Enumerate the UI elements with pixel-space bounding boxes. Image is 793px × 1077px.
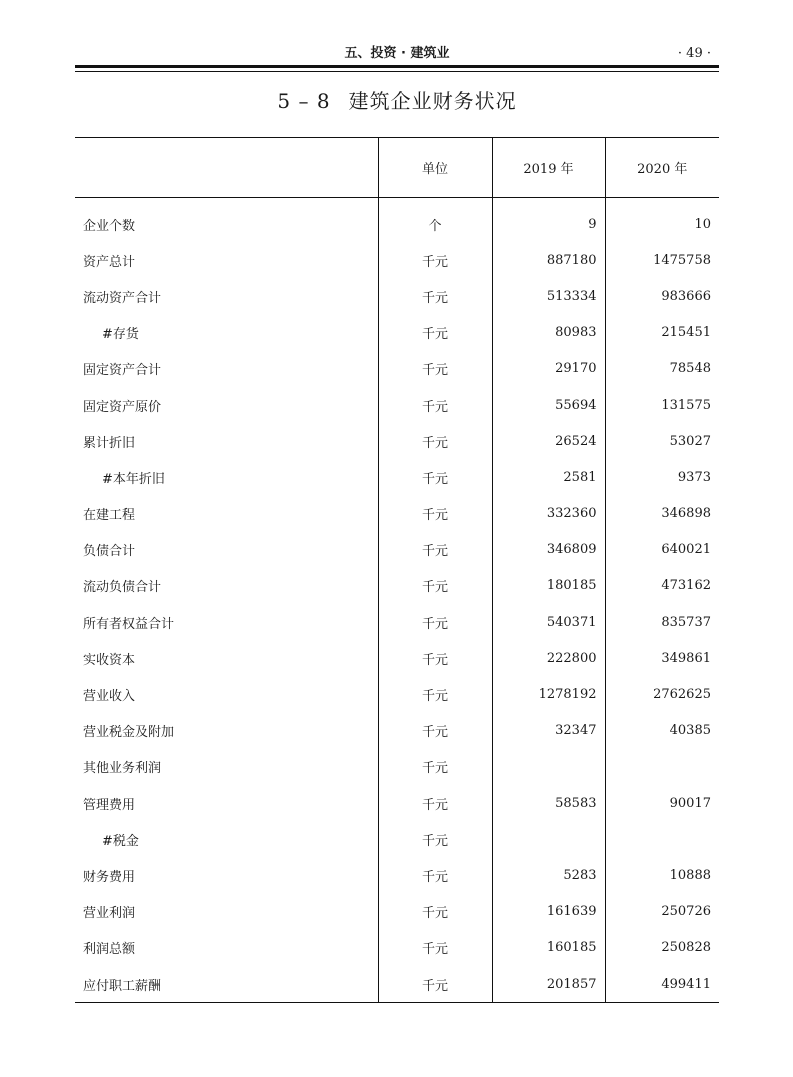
- row-label: 在建工程: [83, 508, 136, 524]
- row-value-2019: 1278192: [492, 676, 605, 712]
- table-row: [75, 351, 719, 387]
- table-row: [75, 713, 719, 749]
- table-header-row: [75, 138, 719, 198]
- row-label: 固定资产原价: [83, 399, 162, 415]
- row-value-2019: 222800: [492, 640, 605, 676]
- row-label: 固定资产合计: [83, 363, 162, 379]
- row-label: 流动负债合计: [83, 580, 162, 596]
- page-number: · 49 ·: [677, 46, 711, 61]
- row-unit: 千元: [378, 423, 492, 459]
- row-label: 实收资本: [83, 652, 136, 668]
- row-value-2020: 250726: [605, 894, 719, 930]
- row-value-2020: [605, 821, 719, 857]
- row-unit: 千元: [378, 894, 492, 930]
- row-unit: 千元: [378, 351, 492, 387]
- header-cell-2020: 2020 年: [605, 138, 719, 198]
- row-unit: 千元: [378, 496, 492, 532]
- header-cell-unit: 单位: [378, 138, 492, 198]
- row-label: 负债合计: [83, 544, 136, 560]
- table-row: [75, 749, 719, 785]
- row-value-2019: 9: [492, 198, 605, 243]
- row-label: 利润总额: [83, 942, 136, 958]
- row-label: #存货: [102, 327, 139, 343]
- row-label: 累计折旧: [83, 435, 136, 451]
- row-label: 应付职工薪酬: [83, 978, 162, 994]
- row-unit: 千元: [378, 278, 492, 314]
- row-unit: 千元: [378, 857, 492, 893]
- row-value-2020: 78548: [605, 351, 719, 387]
- row-label: 管理费用: [83, 797, 136, 813]
- table-title: [75, 86, 719, 116]
- row-value-2019: 160185: [492, 930, 605, 966]
- table-row: [75, 640, 719, 676]
- row-unit: 千元: [378, 930, 492, 966]
- row-unit: 千元: [378, 785, 492, 821]
- row-value-2019: [492, 749, 605, 785]
- row-value-2020: 131575: [605, 387, 719, 423]
- header-section-title: 五、投资 · 建筑业: [344, 46, 450, 61]
- row-value-2020: 90017: [605, 785, 719, 821]
- row-value-2020: 2762625: [605, 676, 719, 712]
- row-label: #税金: [102, 833, 139, 849]
- row-unit: 千元: [378, 532, 492, 568]
- row-value-2019: 32347: [492, 713, 605, 749]
- row-value-2019: 26524: [492, 423, 605, 459]
- row-label: 所有者权益合计: [83, 616, 175, 632]
- row-value-2019: 332360: [492, 496, 605, 532]
- row-label: 营业收入: [83, 689, 136, 705]
- row-value-2020: 835737: [605, 604, 719, 640]
- row-value-2020: 215451: [605, 315, 719, 351]
- table-row: [75, 966, 719, 1003]
- row-unit: 千元: [378, 966, 492, 1003]
- table-row: [75, 676, 719, 712]
- table-row: [75, 785, 719, 821]
- row-value-2019: 2581: [492, 459, 605, 495]
- table-row: [75, 459, 719, 495]
- table-row: [75, 496, 719, 532]
- table-row: [75, 242, 719, 278]
- row-value-2019: 346809: [492, 532, 605, 568]
- row-unit: 千元: [378, 821, 492, 857]
- row-value-2020: 640021: [605, 532, 719, 568]
- row-unit: 千元: [378, 604, 492, 640]
- row-value-2020: 10888: [605, 857, 719, 893]
- row-value-2019: 5283: [492, 857, 605, 893]
- row-value-2020: 349861: [605, 640, 719, 676]
- row-unit: 千元: [378, 749, 492, 785]
- row-unit: 千元: [378, 676, 492, 712]
- row-value-2019: 513334: [492, 278, 605, 314]
- row-value-2019: 201857: [492, 966, 605, 1003]
- row-label: 资产总计: [83, 254, 136, 270]
- row-unit: 千元: [378, 640, 492, 676]
- table-row: [75, 278, 719, 314]
- row-value-2020: 473162: [605, 568, 719, 604]
- table-row: [75, 930, 719, 966]
- header-rule-thick: [75, 65, 719, 68]
- row-label: 财务费用: [83, 869, 136, 885]
- row-unit: 千元: [378, 713, 492, 749]
- row-unit: 千元: [378, 459, 492, 495]
- row-unit: 千元: [378, 387, 492, 423]
- table-number: 5 – 8: [277, 89, 331, 113]
- row-value-2020: 53027: [605, 423, 719, 459]
- row-value-2019: 887180: [492, 242, 605, 278]
- table-body: [75, 198, 719, 1003]
- row-label: 营业税金及附加: [83, 725, 175, 741]
- row-value-2019: 540371: [492, 604, 605, 640]
- row-value-2020: 10: [605, 198, 719, 243]
- row-value-2019: 55694: [492, 387, 605, 423]
- row-unit: 千元: [378, 242, 492, 278]
- row-label: 其他业务利润: [83, 761, 162, 777]
- row-label: 流动资产合计: [83, 290, 162, 306]
- table-row: [75, 568, 719, 604]
- row-value-2020: 983666: [605, 278, 719, 314]
- row-label: 企业个数: [83, 218, 136, 234]
- row-unit: 个: [378, 198, 492, 243]
- table-title-text: 建筑企业财务状况: [348, 89, 517, 113]
- row-value-2020: 40385: [605, 713, 719, 749]
- row-value-2019: 161639: [492, 894, 605, 930]
- row-value-2020: 346898: [605, 496, 719, 532]
- header-cell-2019: 2019 年: [492, 138, 605, 198]
- table-row: [75, 604, 719, 640]
- table-row: [75, 198, 719, 243]
- row-value-2019: [492, 821, 605, 857]
- row-value-2020: 499411: [605, 966, 719, 1003]
- header-cell-item: [75, 138, 378, 198]
- row-value-2019: 29170: [492, 351, 605, 387]
- row-value-2020: 250828: [605, 930, 719, 966]
- row-value-2019: 180185: [492, 568, 605, 604]
- row-value-2019: 58583: [492, 785, 605, 821]
- table-row: [75, 423, 719, 459]
- row-value-2020: [605, 749, 719, 785]
- table-row: [75, 857, 719, 893]
- running-header: [75, 44, 719, 64]
- row-value-2020: 1475758: [605, 242, 719, 278]
- table-row: [75, 315, 719, 351]
- financial-table: [75, 137, 719, 1003]
- row-label: #本年折旧: [102, 471, 165, 487]
- table-row: [75, 532, 719, 568]
- row-value-2020: 9373: [605, 459, 719, 495]
- header-rule-thin: [75, 71, 719, 72]
- row-unit: 千元: [378, 568, 492, 604]
- table-row: [75, 387, 719, 423]
- row-value-2019: 80983: [492, 315, 605, 351]
- table-row: [75, 821, 719, 857]
- table-row: [75, 894, 719, 930]
- row-label: 营业利润: [83, 906, 136, 922]
- row-unit: 千元: [378, 315, 492, 351]
